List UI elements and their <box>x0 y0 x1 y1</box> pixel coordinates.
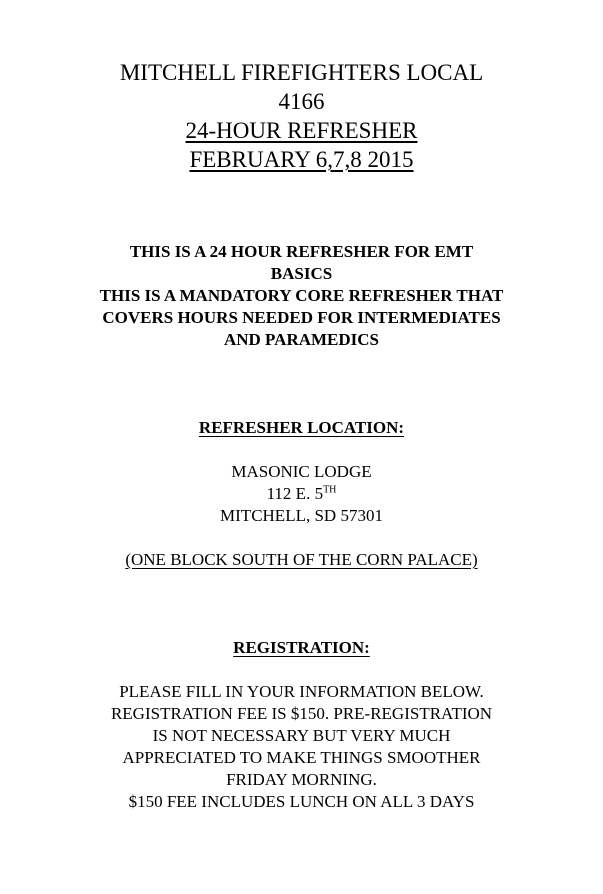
registration-heading: REGISTRATION: <box>233 638 370 657</box>
location-street: 112 E. 5 <box>266 484 324 503</box>
location-street-line <box>0 483 603 505</box>
registration-line-5: FRIDAY MORNING. <box>226 770 377 789</box>
title-line-2: 4166 <box>278 89 325 114</box>
location-street-suffix: TH <box>323 484 337 496</box>
title-line-4 <box>0 146 603 174</box>
intro-line-5: AND PARAMEDICS <box>223 330 380 349</box>
registration-line-6: $150 FEE INCLUDES LUNCH ON ALL 3 DAYS <box>128 792 475 811</box>
registration-line-2: REGISTRATION FEE IS $150. PRE-REGISTRATION <box>110 704 493 723</box>
title-dates: FEBRUARY 6,7,8 2015 <box>189 147 414 172</box>
location-venue: MASONIC LODGE <box>231 462 372 481</box>
location-heading-line <box>0 417 603 439</box>
registration-line-3: IS NOT NECESSARY BUT VERY MUCH <box>152 726 451 745</box>
title-refresher: 24-HOUR REFRESHER <box>185 118 418 143</box>
registration-line-4: APPRECIATED TO MAKE THINGS SMOOTHER <box>122 748 481 767</box>
location-note-line <box>0 549 603 571</box>
title-line-1: MITCHELL FIREFIGHTERS LOCAL <box>119 60 484 85</box>
registration-heading-line <box>0 637 603 659</box>
location-note: (ONE BLOCK SOUTH OF THE CORN PALACE) <box>125 550 478 569</box>
intro-line-1: THIS IS A 24 HOUR REFRESHER FOR EMT <box>129 242 474 261</box>
intro-line-3: THIS IS A MANDATORY CORE REFRESHER THAT <box>99 286 504 305</box>
location-city: MITCHELL, SD 57301 <box>220 506 383 525</box>
registration-line-1: PLEASE FILL IN YOUR INFORMATION BELOW. <box>119 682 484 701</box>
intro-line-4: COVERS HOURS NEEDED FOR INTERMEDIATES <box>102 308 501 327</box>
title-line-3 <box>0 117 603 145</box>
location-heading: REFRESHER LOCATION: <box>198 418 405 437</box>
intro-line-2: BASICS <box>270 264 333 283</box>
